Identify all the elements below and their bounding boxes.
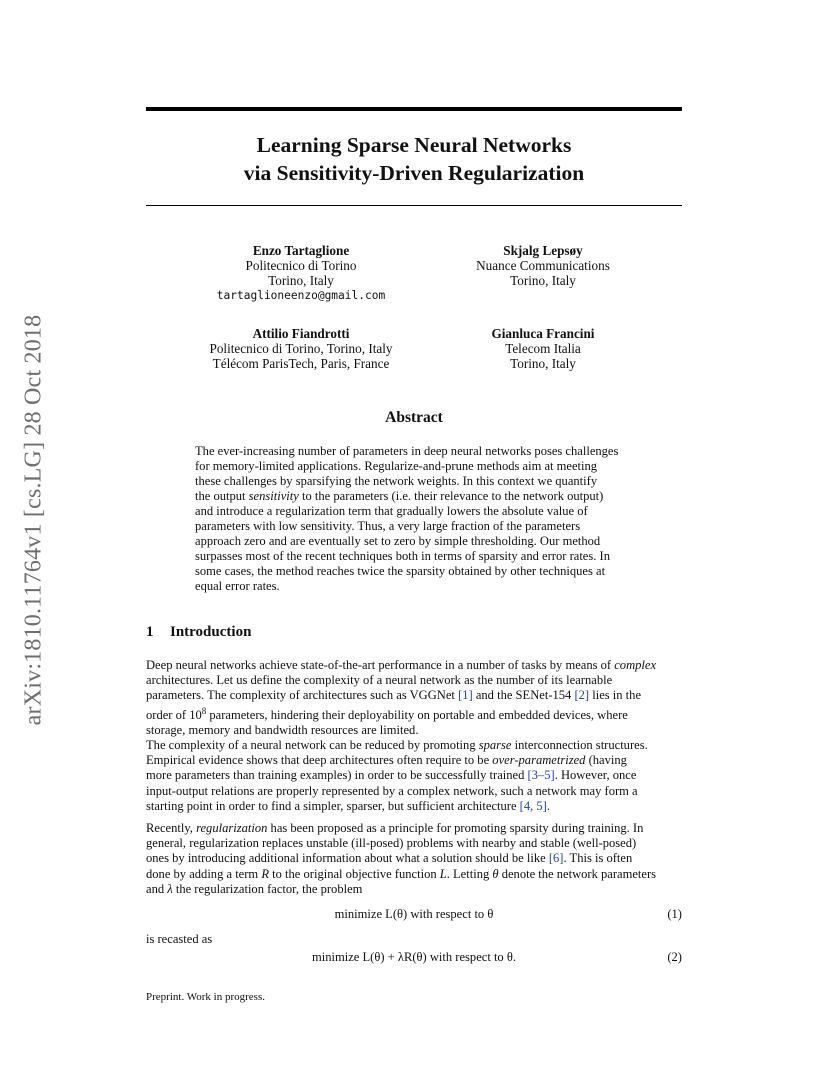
author-block (443, 326, 643, 371)
text-run: . Letting (446, 866, 493, 881)
abstract-line: approach zero and are eventually set to zero by simple thresholding. Our method (195, 534, 601, 548)
section-heading (146, 624, 251, 641)
author-location: Torino, Italy (510, 356, 576, 371)
text-line (146, 768, 682, 783)
text-run: The complexity of a neural network can be reduced by promoting (146, 738, 479, 752)
text-run: . However, once (554, 768, 637, 783)
text-line (146, 688, 682, 703)
citation-link[interactable]: [6] (548, 851, 564, 866)
text-run: and the SENet-154 (472, 688, 575, 703)
emphasis: complex (614, 658, 657, 672)
text-run: lies in the (589, 688, 642, 703)
text-line (146, 882, 682, 897)
author-block (443, 243, 643, 288)
abstract-text (195, 444, 634, 594)
title-line-2: via Sensitivity-Driven Regularization (243, 161, 585, 185)
text-run: the regularization factor, the problem (172, 881, 363, 896)
abstract-line: surpasses most of the recent techniques both in terms of sparsity and error rates. In (195, 549, 610, 563)
equation-number: (1) (667, 907, 682, 921)
text-run: and (146, 881, 168, 896)
text-line (146, 867, 682, 882)
paragraph (146, 821, 682, 897)
emphasis: sparse (478, 738, 512, 752)
text-line: storage, memory and bandwidth resources are limited. (146, 722, 419, 737)
title-top-rule (146, 107, 682, 111)
text-run: more parameters than training examples) in order to be successfully trained (146, 768, 528, 783)
text-run: . (546, 798, 550, 813)
text-line (146, 851, 682, 866)
author-location: Torino, Italy (510, 273, 576, 288)
text-run: starting point in order to find a simpler, sparser, but sufficient architecture (146, 798, 520, 813)
citation-link[interactable]: [4, 5] (519, 798, 547, 813)
text-run: order of 10 (146, 707, 202, 722)
abstract-line (195, 489, 634, 504)
paper-title (146, 131, 682, 187)
abstract-text-run: to the parameters (i.e. their relevance to the network output) (298, 489, 604, 503)
abstract-line: parameters with low sensitivity. Thus, a very large fraction of the parameters (195, 519, 581, 533)
citation-link[interactable]: [1] (458, 688, 473, 703)
author-name: Skjalg Lepsøy (503, 243, 583, 258)
math-symbol: L (439, 866, 447, 881)
text-run: has been proposed as a principle for promoting sparsity during training. In (267, 821, 644, 835)
author-block (171, 243, 431, 303)
text-line: general, regularization replaces unstable (ill-posed) problems with nearby and stable (well-posed) (146, 836, 637, 851)
author-name: Enzo Tartaglione (252, 243, 350, 258)
math-symbol: θ (492, 866, 499, 881)
text-run: (having (585, 753, 627, 768)
math-symbol: R (261, 866, 270, 881)
author-location: Torino, Italy (268, 273, 334, 288)
author-affiliation: Politecnico di Torino (245, 258, 357, 273)
author-affiliation: Politecnico di Torino, Torino, Italy (209, 341, 393, 356)
text-line (146, 821, 682, 836)
author-block (171, 326, 431, 371)
emphasis-sensitivity: sensitivity (248, 489, 299, 503)
text-line: architectures. Let us define the complexity of a neural network as the number of its learnable (146, 673, 613, 688)
text-run: denote the network parameters (498, 866, 657, 881)
section-title: Introduction (170, 624, 252, 640)
equation-body: minimize L(θ) + λR(θ) with respect to θ. (311, 950, 516, 964)
text-line (146, 738, 682, 753)
text-line: input-output relations are properly represented by a complex network, such a network may form a (146, 783, 638, 798)
abstract-text-run: the output (195, 489, 249, 503)
author-email[interactable]: tartaglioneenzo@gmail.com (216, 289, 386, 302)
paragraph (146, 738, 682, 814)
paragraph (146, 658, 682, 738)
author-affiliation: Telecom Italia (505, 341, 581, 356)
text-run: parameters. The complexity of architectures such as VGGNet (146, 688, 459, 703)
emphasis: regularization (196, 821, 268, 835)
recast-text: is recasted as (146, 932, 213, 946)
text-run: Deep neural networks achieve state-of-the-art performance in a number of tasks by means of (146, 658, 615, 672)
arxiv-stamp: arXiv:1810.11764v1 [cs.LG] 28 Oct 2018 (20, 314, 47, 726)
text-run: to the original objective function (269, 866, 440, 881)
text-run: parameters, hindering their deployability on portable and embedded devices, where (206, 707, 628, 722)
text-line (146, 799, 682, 814)
text-line (146, 704, 682, 723)
text-run: . This is often (563, 851, 633, 866)
abstract-line: The ever-increasing number of parameters in deep neural networks poses challenges (195, 444, 619, 458)
abstract-line: these challenges by sparsifying the network weights. In this context we quantify (195, 474, 598, 488)
author-name: Attilio Fiandrotti (252, 326, 350, 341)
text-run: Empirical evidence shows that deep architectures often require to be (146, 753, 493, 768)
abstract-line: some cases, the method reaches twice the sparsity obtained by other techniques at (195, 564, 606, 578)
text-run: done by adding a term (146, 866, 262, 881)
citation-link[interactable]: [2] (574, 688, 590, 703)
equation-body: minimize L(θ) with respect to θ (334, 907, 494, 921)
abstract-line: and introduce a regularization term that gradually lowers the absolute value of (195, 504, 588, 518)
abstract-line: for memory-limited applications. Regularize-and-prune methods aim at meeting (195, 459, 598, 473)
citation-link[interactable]: [3–5] (527, 768, 555, 783)
title-bottom-rule (146, 205, 682, 206)
abstract-line: equal error rates. (195, 579, 280, 593)
title-line-1: Learning Sparse Neural Networks (256, 133, 572, 157)
equation-number: (2) (667, 950, 682, 964)
text-run: ones by introducing additional information about what a solution should be like (146, 851, 549, 866)
text-line (146, 753, 682, 768)
section-number: 1 (146, 624, 154, 640)
exponent: 8 (201, 705, 207, 716)
text-line (146, 658, 682, 673)
footer-note: Preprint. Work in progress. (146, 991, 265, 1003)
text-run: Recently, (146, 821, 197, 835)
text-run: interconnection structures. (511, 738, 648, 752)
emphasis: over-parametrized (492, 753, 586, 768)
author-name: Gianluca Francini (491, 326, 595, 341)
author-affiliation-2: Télécom ParisTech, Paris, France (212, 356, 390, 371)
math-symbol: λ (167, 881, 173, 896)
abstract-heading: Abstract (385, 409, 443, 426)
author-affiliation: Nuance Communications (476, 258, 610, 273)
